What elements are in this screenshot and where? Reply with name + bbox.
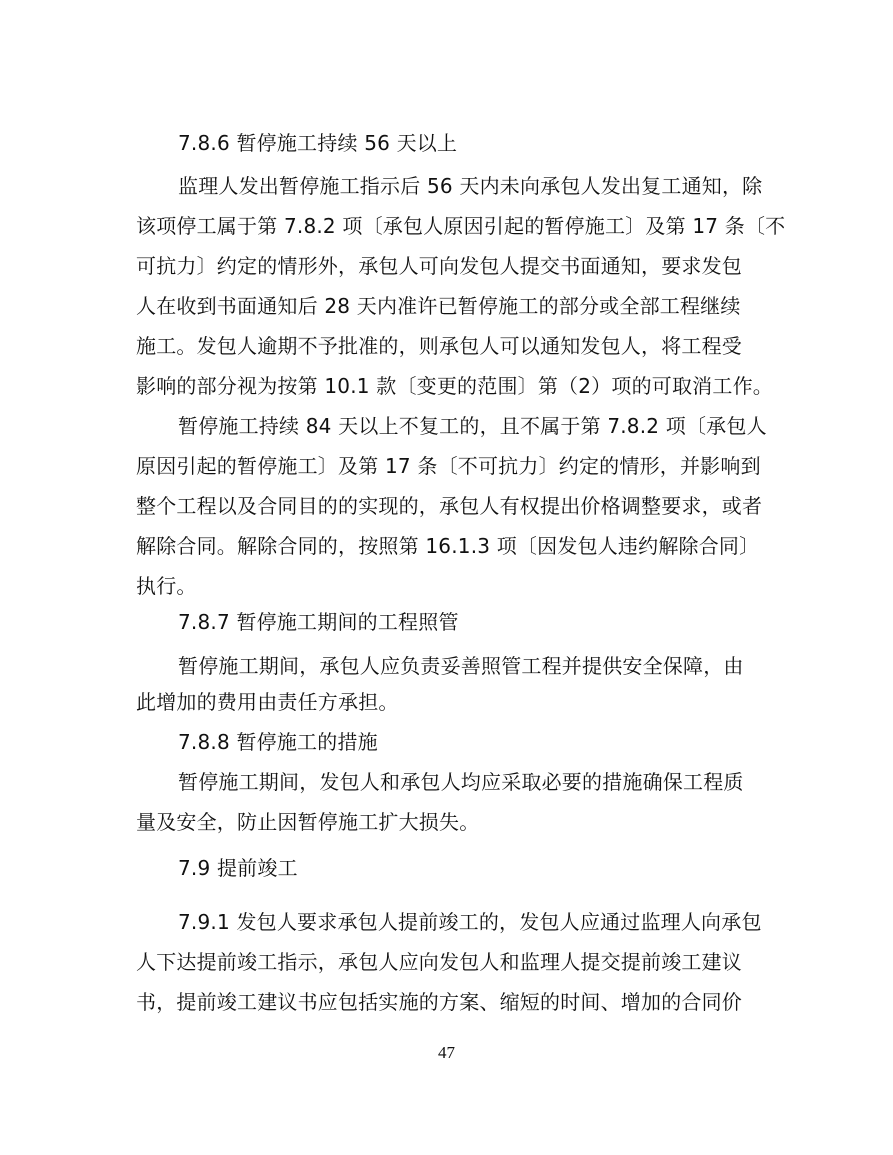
page-number: 47 (438, 1043, 455, 1062)
paragraph-line: 量及安全，防止因暂停施工扩大损失。 (136, 810, 480, 834)
paragraph-line: 该项停工属于第 7.8.2 项〔承包人原因引起的暂停施工〕及第 17 条〔不 (136, 214, 786, 238)
paragraph-line: 影响的部分视为按第 10.1 款〔变更的范围〕第（2）项的可取消工作。 (136, 374, 773, 398)
paragraph-line: 解除合同。解除合同的，按照第 16.1.3 项〔因发包人违约解除合同〕 (136, 534, 760, 558)
paragraph-line: 执行。 (136, 574, 197, 598)
paragraph-line: 原因引起的暂停施工〕及第 17 条〔不可抗力〕约定的情形，并影响到 (136, 454, 761, 478)
paragraph-line: 7.9.1 发包人要求承包人提前竣工的，发包人应通过监理人向承包 (178, 910, 762, 934)
paragraph-line: 暂停施工期间，发包人和承包人均应采取必要的措施确保工程质 (178, 770, 744, 794)
paragraph-line: 此增加的费用由责任方承担。 (136, 690, 399, 714)
paragraph-line: 暂停施工持续 84 天以上不复工的，且不属于第 7.8.2 项〔承包人 (178, 414, 767, 438)
paragraph-line: 人在收到书面通知后 28 天内准许已暂停施工的部分或全部工程继续 (136, 294, 741, 318)
subsection-heading-7-8-7: 7.8.7 暂停施工期间的工程照管 (178, 610, 459, 634)
paragraph-line: 施工。发包人逾期不予批准的，则承包人可以通知发包人，将工程受 (136, 334, 742, 358)
paragraph-line: 人下达提前竣工指示，承包人应向发包人和监理人提交提前竣工建议 (136, 950, 742, 974)
paragraph-line: 可抗力〕约定的情形外，承包人可向发包人提交书面通知，要求发包 (136, 254, 742, 278)
subsection-heading-7-8-8: 7.8.8 暂停施工的措施 (178, 730, 378, 754)
subsection-heading-7-8-6: 7.8.6 暂停施工持续 56 天以上 (178, 131, 458, 155)
paragraph-line: 暂停施工期间，承包人应负责妥善照管工程并提供安全保障，由 (178, 654, 744, 678)
paragraph-line: 整个工程以及合同目的的实现的，承包人有权提出价格调整要求，或者 (136, 494, 763, 518)
paragraph-line: 书，提前竣工建议书应包括实施的方案、缩短的时间、增加的合同价 (136, 990, 742, 1014)
paragraph-line: 监理人发出暂停施工指示后 56 天内未向承包人发出复工通知，除 (178, 174, 763, 198)
section-heading-7-9: 7.9 提前竣工 (178, 856, 298, 880)
